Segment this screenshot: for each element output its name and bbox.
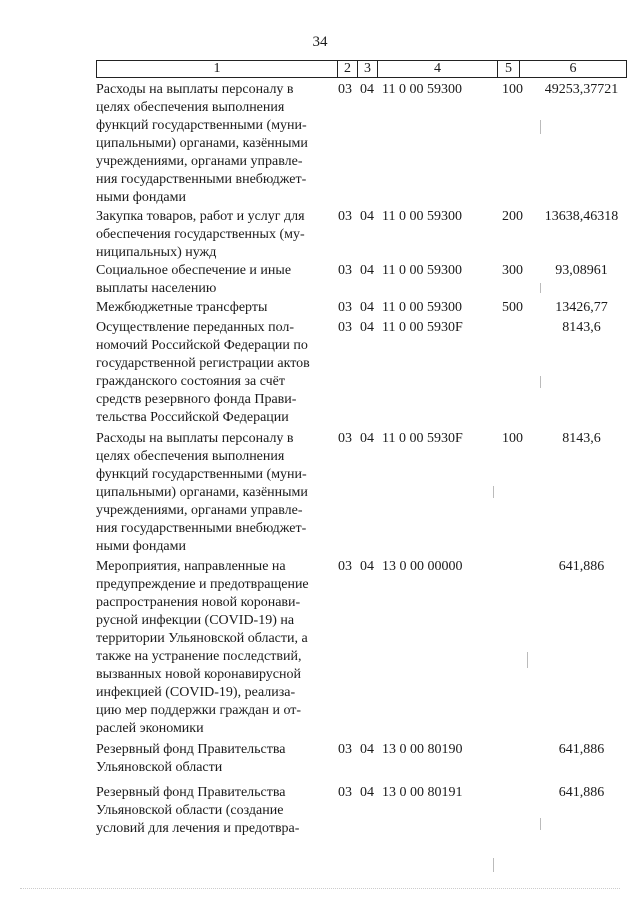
row-expense-type [502, 741, 526, 777]
row-expense-type: 200 [502, 209, 523, 224]
row-name-line: ниципальных) нужд [96, 245, 217, 260]
row-target-article: 13 0 00 80190 [382, 742, 463, 757]
row-name-line: Расходы на выплаты персоналу в [96, 82, 294, 97]
row-name [96, 430, 336, 556]
row-target-article: 11 0 00 5930F [382, 431, 463, 446]
row-amount: 641,886 [558, 559, 605, 574]
row-expense-type: 100 [502, 82, 523, 97]
row-section: 03 [338, 263, 352, 278]
row-target-article: 11 0 00 59300 [382, 300, 462, 315]
margin-mark [540, 120, 541, 134]
row-name-line: распространения новой коронави- [96, 595, 301, 610]
row-name-line: гражданского состояния за счёт [96, 374, 286, 389]
row-name-line: номочий Российской Федерации по [96, 338, 308, 353]
row-name-line: ципальными) органами, казёнными [96, 485, 308, 500]
row-expense-type: 500 [502, 300, 523, 315]
row-amount: 49253,37721 [544, 82, 619, 97]
row-name [96, 262, 336, 298]
row-subsection: 04 [360, 785, 374, 800]
row-name [96, 319, 336, 427]
margin-mark [493, 858, 494, 872]
header-col-3: 3 [357, 61, 377, 77]
header-col-2: 2 [337, 61, 357, 77]
row-name-line: Резервный фонд Правительства [96, 742, 286, 757]
row-name-line: обеспечения государственных (му- [96, 227, 305, 242]
row-name-line: выплаты населению [96, 281, 217, 296]
table-row [96, 741, 635, 777]
table-row [96, 784, 635, 838]
table-row [96, 299, 635, 317]
row-name-line: вызванных новой коронавирусной [96, 667, 301, 682]
header-col-5: 5 [497, 61, 519, 77]
row-amount: 13426,77 [555, 300, 608, 315]
row-expense-type: 300 [502, 263, 523, 278]
row-name-line: учреждениями, органами управле- [96, 503, 303, 518]
row-name-line: средств резервного фонда Прави- [96, 392, 297, 407]
row-name-line: ния государственными внебюджет- [96, 172, 307, 187]
row-name-line: ния государственными внебюджет- [96, 521, 307, 536]
row-name-line: Закупка товаров, работ и услуг для [96, 209, 305, 224]
row-amount: 8143,6 [562, 431, 601, 446]
row-name-line: также на устранение последствий, [96, 649, 302, 664]
row-subsection: 04 [360, 300, 374, 315]
row-subsection: 04 [360, 320, 374, 335]
row-name [96, 784, 336, 838]
row-target-article: 11 0 00 5930F [382, 320, 463, 335]
row-target-article: 13 0 00 80191 [382, 785, 463, 800]
header-col-1: 1 [213, 61, 221, 76]
header-col-6: 6 [519, 61, 626, 77]
row-name-line: Расходы на выплаты персоналу в [96, 431, 294, 446]
row-subsection: 04 [360, 263, 374, 278]
page-number: 34 [312, 34, 328, 50]
row-amount: 641,886 [558, 742, 605, 757]
row-name-line: функций государственными (муни- [96, 467, 307, 482]
margin-mark [493, 486, 494, 498]
page-edge [20, 888, 620, 890]
row-name [96, 299, 336, 317]
row-name [96, 558, 336, 738]
row-amount: 8143,6 [562, 320, 601, 335]
row-section: 03 [338, 559, 352, 574]
margin-mark [540, 376, 541, 388]
margin-mark [540, 818, 541, 830]
row-name [96, 208, 336, 262]
row-name-line: государственной регистрации актов [96, 356, 310, 371]
table-row [96, 319, 635, 427]
row-name-line: условий для лечения и предотвра- [96, 821, 300, 836]
row-name-line: предупреждение и предотвращение [96, 577, 309, 592]
row-expense-type [502, 558, 526, 738]
row-expense-type [502, 784, 526, 838]
margin-mark [527, 652, 528, 668]
header-col-4: 4 [377, 61, 497, 77]
row-subsection: 04 [360, 742, 374, 757]
row-name-line: целях обеспечения выполнения [96, 100, 285, 115]
row-name-line: тельства Российской Федерации [96, 410, 289, 425]
row-expense-type: 100 [502, 431, 523, 446]
row-target-article: 11 0 00 59300 [382, 209, 462, 224]
table-row [96, 81, 635, 207]
table-row [96, 208, 635, 262]
row-name-line: Мероприятия, направленные на [96, 559, 286, 574]
row-section: 03 [338, 431, 352, 446]
row-name [96, 741, 336, 777]
row-target-article: 13 0 00 00000 [382, 559, 463, 574]
row-subsection: 04 [360, 431, 374, 446]
row-name-line: ными фондами [96, 190, 187, 205]
row-name-line: Осуществление переданных пол- [96, 320, 295, 335]
margin-mark [540, 283, 541, 293]
row-name-line: территории Ульяновской области, а [96, 631, 308, 646]
row-section: 03 [338, 785, 352, 800]
row-target-article: 11 0 00 59300 [382, 82, 462, 97]
row-amount: 13638,46318 [544, 209, 619, 224]
row-name [96, 81, 336, 207]
row-target-article: 11 0 00 59300 [382, 263, 462, 278]
row-expense-type [502, 319, 526, 427]
table-header [96, 60, 627, 78]
row-section: 03 [338, 320, 352, 335]
row-name-line: ципальными) органами, казёнными [96, 136, 308, 151]
row-name-line: русной инфекции (COVID-19) на [96, 613, 295, 628]
row-section: 03 [338, 82, 352, 97]
row-name-line: Резервный фонд Правительства [96, 785, 286, 800]
row-section: 03 [338, 300, 352, 315]
row-name-line: инфекцией (COVID-19), реализа- [96, 685, 296, 700]
row-name-line: ными фондами [96, 539, 187, 554]
row-amount: 93,08961 [555, 263, 608, 278]
table-row [96, 262, 635, 298]
row-name-line: цию мер поддержки граждан и от- [96, 703, 302, 718]
table-row [96, 558, 635, 738]
row-section: 03 [338, 742, 352, 757]
row-name-line: Ульяновской области [96, 760, 223, 775]
row-amount: 641,886 [558, 785, 605, 800]
row-name-line: функций государственными (муни- [96, 118, 307, 133]
row-name-line: Ульяновской области (создание [96, 803, 284, 818]
row-subsection: 04 [360, 209, 374, 224]
row-name-line: Межбюджетные трансферты [96, 300, 268, 315]
row-subsection: 04 [360, 82, 374, 97]
table-row [96, 430, 635, 556]
row-section: 03 [338, 209, 352, 224]
row-name-line: учреждениями, органами управле- [96, 154, 303, 169]
row-name-line: раслей экономики [96, 721, 204, 736]
row-name-line: целях обеспечения выполнения [96, 449, 285, 464]
row-name-line: Социальное обеспечение и иные [96, 263, 292, 278]
row-subsection: 04 [360, 559, 374, 574]
